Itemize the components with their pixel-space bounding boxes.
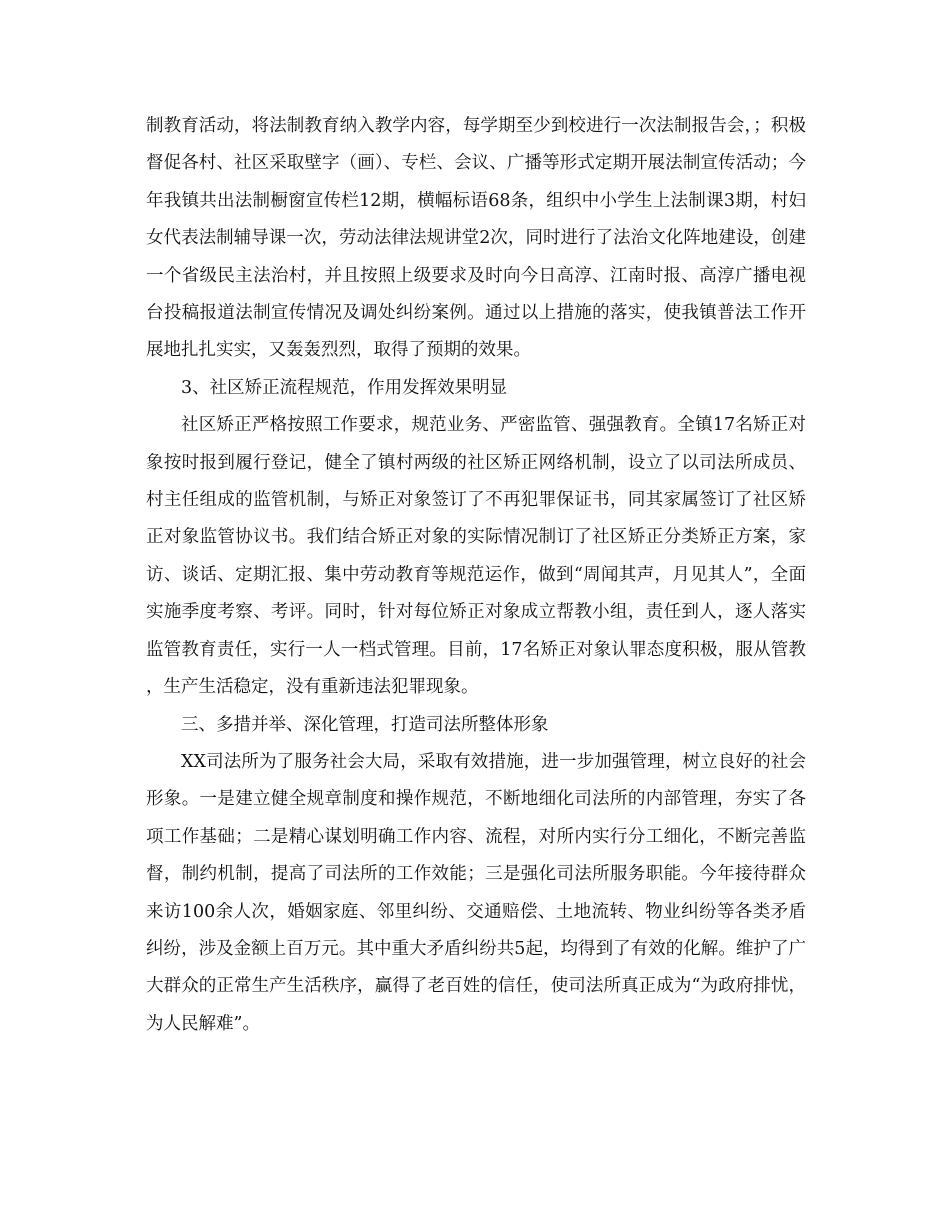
section-heading-management: 三、多措并举、深化管理，打造司法所整体形象 [181,714,549,735]
document-body [146,108,806,1043]
paragraph-continuation: 制教育活动，将法制教育纳入教学内容，每学期至少到校进行一次法制报告会，；积极督促各村、社区采取壁字（画）、专栏、会议、广播等形式定期开展法制宣传活动；今年我镇共出法制橱窗宣传栏12期，横幅标语68条，组织中小学生上法制课3期，村妇女代表法制辅导课一次，劳动法律法规讲堂2次，同时进行了法治文化阵地建设，创建一个省级民主法治村，并且按照上级要求及时向今日高淳、江南时报、高淳广播电视台投稿报道法制宣传情况及调处纠纷案例。通过以上措施的落实，使我镇普法工作开展地扎扎实实，又轰轰烈烈，取得了预期的效果。 [146,116,806,361]
paragraph-community-correction: 社区矫正严格按照工作要求，规范业务、严密监管、强强教育。全镇17名矫正对象按时报到履行登记，健全了镇村两级的社区矫正网络机制，设立了以司法所成员、村主任组成的监管机制，与矫正对象签订了不再犯罪保证书，同其家属签订了社区矫正对象监管协议书。我们结合矫正对象的实际情况制订了社区矫正分类矫正方案，家访、谈话、定期汇报、集中劳动教育等规范运作，做到“周闻其声，月见其人”，全面实施季度考察、考评。同时，针对每位矫正对象成立帮教小组，责任到人，逐人落实监管教育责任，实行一人一档式管理。目前，17名矫正对象认罪态度积极，服从管教，生产生活稳定，没有重新违法犯罪现象。 [146,415,806,698]
subheading-community-correction: 3、社区矫正流程规范，作用发挥效果明显 [181,377,508,398]
paragraph-management: XX司法所为了服务社会大局，采取有效措施，进一步加强管理，树立良好的社会形象。一是建立健全规章制度和操作规范，不断地细化司法所的内部管理，夯实了各项工作基础；二是精心谋划明确工作内容、流程，对所内实行分工细化，不断完善监督，制约机制，提高了司法所的工作效能；三是强化司法所服务职能。今年接待群众来访100余人次，婚姻家庭、邻里纠纷、交通赔偿、土地流转、物业纠纷等各类矛盾纠纷，涉及金额上百万元。其中重大矛盾纠纷共5起，均得到了有效的化解。维护了广大群众的正常生产生活秩序，赢得了老百姓的信任，使司法所真正成为“为政府排忧，为人民解难”。 [146,751,806,1034]
